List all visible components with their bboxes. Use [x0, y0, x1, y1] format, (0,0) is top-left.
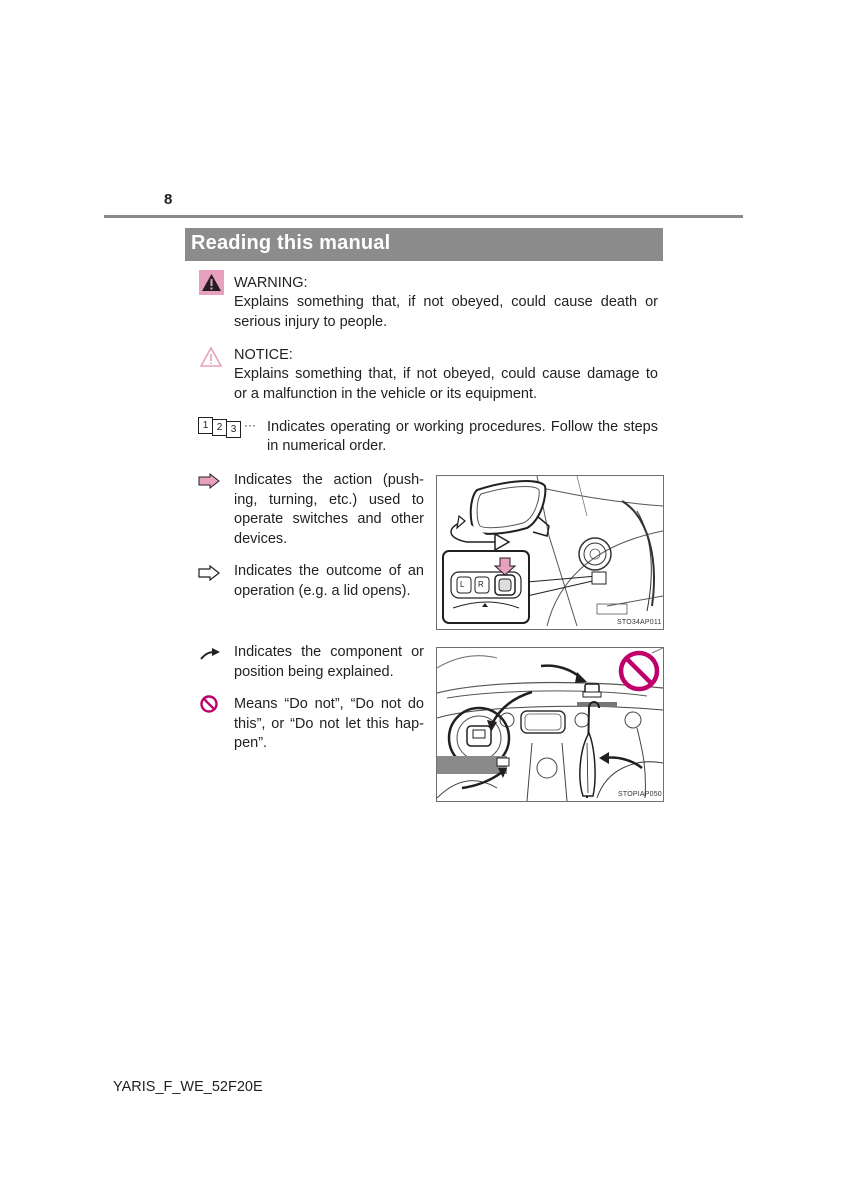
numbered-steps-badge: [198, 417, 244, 437]
procedure-text-line1: Indicates operating or working procedures. Follow the steps: [267, 419, 658, 435]
cabin-figure-id: STOPIAP050: [618, 791, 662, 798]
footer-code: YARIS_F_WE_52F20E: [113, 1079, 263, 1095]
mirror-switch-right-label: R: [478, 580, 484, 589]
donot-text: [234, 695, 424, 754]
donot-text-line3: pen”.: [234, 735, 268, 752]
section-title: Reading this manual: [191, 232, 391, 254]
action-text-line1: Indicates the action (push-: [234, 472, 424, 488]
outcome-text-line2: operation (e.g. a lid opens).: [234, 582, 411, 599]
cabin-figure: [436, 647, 664, 802]
component-text-line2: position being explained.: [234, 663, 394, 680]
page-number: 8: [164, 191, 173, 208]
action-text-line2: ing, turning, etc.) used to: [234, 491, 424, 508]
notice-text-line2: or a malfunction in the vehicle or its equipment.: [234, 386, 538, 402]
notice-label: NOTICE:: [234, 347, 293, 363]
notice-text-line1: Explains something that, if not obeyed, could cause damage to: [234, 366, 658, 382]
step-badge-1: 1: [198, 417, 213, 434]
prohibition-icon: [199, 694, 219, 714]
warning-text-line2: serious injury to people.: [234, 314, 388, 330]
notice-triangle-icon: [199, 346, 223, 368]
outcome-text-line1: Indicates the outcome of an: [234, 563, 424, 579]
filled-arrow-icon: [198, 473, 220, 489]
component-text: [234, 643, 424, 682]
mirror-adjust-figure: [436, 475, 664, 630]
action-text-line3: operate switches and other: [234, 511, 424, 528]
step-badge-2: 2: [212, 419, 227, 436]
donot-text-line1: Means “Do not”, “Do not do: [234, 696, 424, 712]
mirror-figure-id: STO34AP011: [617, 619, 662, 626]
cabin-illustration: [437, 648, 663, 801]
mirror-illustration: [437, 476, 663, 629]
outline-arrow-icon: [198, 565, 220, 581]
pointer-arrow-icon: [199, 647, 221, 661]
action-text-line4: devices.: [234, 530, 288, 547]
component-text-line1: Indicates the component or: [234, 644, 424, 660]
warning-triangle-icon: [199, 270, 224, 295]
donot-text-line2: this”, or “Do not let this hap-: [234, 715, 424, 732]
warning-text-line1: Explains something that, if not obeyed, could cause death or: [234, 294, 658, 310]
procedure-dots: ···: [244, 418, 256, 432]
section-title-bar: [185, 228, 663, 261]
procedure-text-line2: in numerical order.: [267, 438, 387, 454]
mirror-switch-left-label: L: [460, 580, 465, 589]
header-rule: [104, 215, 743, 218]
step-badge-3: 3: [226, 421, 241, 438]
warning-label: WARNING:: [234, 275, 308, 291]
action-text: [234, 471, 424, 549]
outcome-text: [234, 562, 424, 601]
